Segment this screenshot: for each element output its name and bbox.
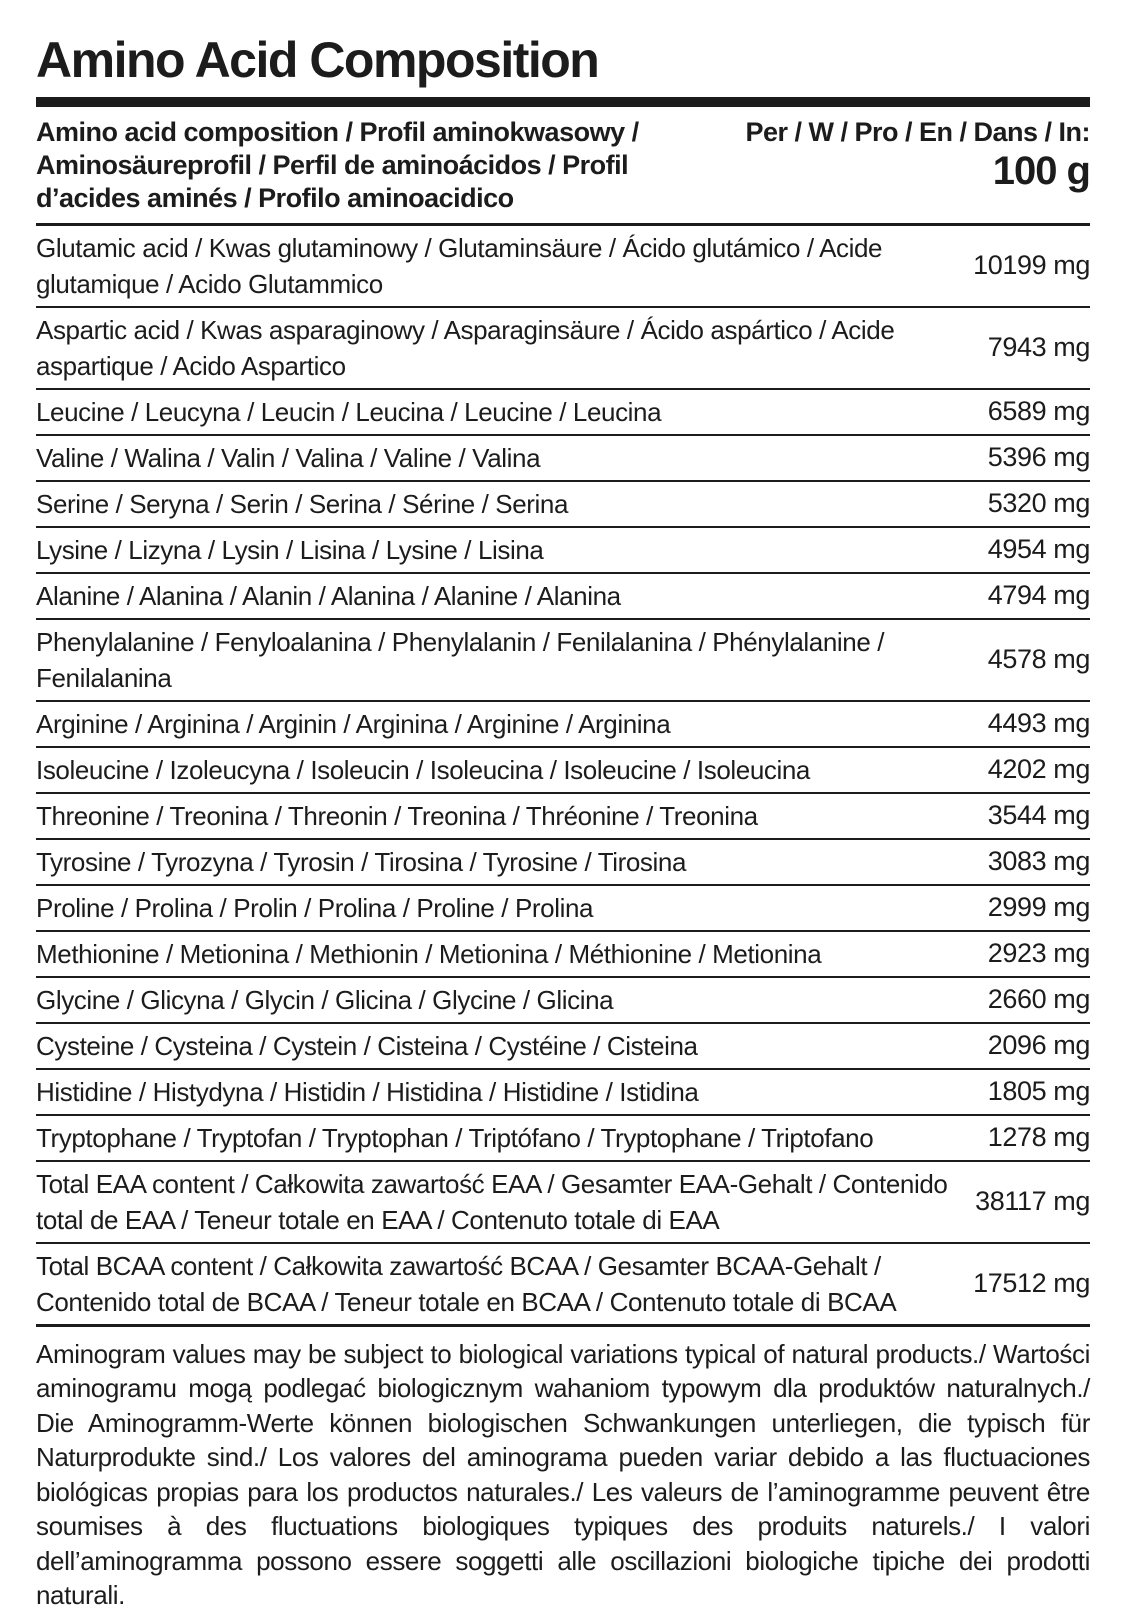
amino-acid-name: Tyrosine / Tyrozyna / Tyrosin / Tirosina / Tyrosine / Tirosina (36, 846, 687, 877)
table-row (36, 1070, 1090, 1116)
amino-acid-value: 10199 mg (973, 250, 1090, 280)
amino-acid-name: Glutamic acid / Kwas glutaminowy / Glutaminsäure / Ácido glutámico / Acide glutamique / Acido Glutammico (36, 232, 883, 299)
amino-acid-value: 2999 mg (987, 892, 1090, 922)
amino-acid-name: Methionine / Metionina / Methionin / Metionina / Méthionine / Metionina (36, 938, 822, 969)
amino-acid-name: Alanine / Alanina / Alanin / Alanina / Alanine / Alanina (36, 580, 621, 611)
table-row (36, 1244, 1090, 1327)
amino-acid-name: Aspartic acid / Kwas asparaginowy / Asparaginsäure / Ácido aspártico / Acide aspartique / Acido Aspartico (36, 314, 895, 381)
amino-acid-name: Proline / Prolina / Prolin / Prolina / Proline / Prolina (36, 892, 594, 923)
amino-acid-value: 2096 mg (987, 1030, 1090, 1060)
per-amount: 100 g (992, 148, 1090, 193)
table-row (36, 436, 1090, 482)
table-header (36, 107, 1090, 226)
table-row (36, 620, 1090, 702)
amino-acid-value: 1805 mg (987, 1076, 1090, 1106)
amino-acid-value: 1278 mg (987, 1122, 1090, 1152)
amino-acid-name: Leucine / Leucyna / Leucin / Leucina / Leucine / Leucina (36, 396, 662, 427)
amino-acid-value: 17512 mg (973, 1268, 1090, 1298)
table-row (36, 794, 1090, 840)
amino-acid-value: 4578 mg (987, 644, 1090, 674)
amino-acid-value: 4954 mg (987, 534, 1090, 564)
table-row (36, 308, 1090, 390)
table-row (36, 702, 1090, 748)
table-row (36, 1024, 1090, 1070)
amino-acid-name: Cysteine / Cysteina / Cystein / Cisteina / Cystéine / Cisteina (36, 1030, 698, 1061)
amino-acid-name: Phenylalanine / Fenyloalanina / Phenylalanin / Fenilalanina / Phénylalanine / Fenilalanina (36, 626, 885, 693)
table-row (36, 932, 1090, 978)
amino-acid-value: 2923 mg (987, 938, 1090, 968)
amino-acid-name: Glycine / Glicyna / Glycin / Glicina / Glycine / Glicina (36, 984, 614, 1015)
amino-acid-value: 3544 mg (987, 800, 1090, 830)
amino-acid-name: Total EAA content / Całkowita zawartość EAA / Gesamter EAA-Gehalt / Contenido total de EAA / Teneur totale en EAA / Contenuto totale di EAA (36, 1168, 948, 1235)
table-row (36, 886, 1090, 932)
amino-acid-value: 2660 mg (987, 984, 1090, 1014)
table-row (36, 840, 1090, 886)
amino-acid-name: Valine / Walina / Valin / Valina / Valine / Valina (36, 442, 541, 473)
title-divider (36, 97, 1090, 107)
page-title: Amino Acid Composition (36, 32, 599, 88)
amino-acid-value: 5320 mg (987, 488, 1090, 518)
amino-acid-name: Serine / Seryna / Serin / Serina / Sérine / Serina (36, 488, 569, 519)
footnote: Aminogram values may be subject to biological variations typical of natural products./ Wartości aminogramu mogą podlegać biologicznym wahaniom typowym dla produktów naturalnych./ Die Aminogramm-Werte können biologischen Schwankungen unterliegen, die typisch für Naturprodukte sind./ Los valores del aminograma pueden variar debido a las fluctuaciones biológicas propias para los productos naturales./ Les valeurs de l’aminogramme peuvent être soumises à des fluctuations biologiques typiques des produits naturels./ I valori dell’aminogramma possono essere soggetti alle oscillazioni biologiche tipiche dei prodotti naturali. (36, 1338, 1090, 1610)
amino-acid-name: Histidine / Histydyna / Histidin / Histidina / Histidine / Istidina (36, 1076, 699, 1107)
amino-acid-name: Total BCAA content / Całkowita zawartość BCAA / Gesamter BCAA-Gehalt / Contenido total de BCAA / Teneur totale en BCAA / Contenuto totale di BCAA (36, 1250, 897, 1317)
amino-acid-value: 4794 mg (987, 580, 1090, 610)
table-row (36, 390, 1090, 436)
amino-acid-name: Lysine / Lizyna / Lysin / Lisina / Lysine / Lisina (36, 534, 544, 565)
table-row (36, 978, 1090, 1024)
amino-acid-value: 4202 mg (987, 754, 1090, 784)
amino-acid-value: 5396 mg (987, 442, 1090, 472)
table-row (36, 748, 1090, 794)
amino-acid-value: 3083 mg (987, 846, 1090, 876)
table-row (36, 482, 1090, 528)
amino-acid-name: Tryptophane / Tryptofan / Tryptophan / Triptófano / Tryptophane / Triptofano (36, 1122, 874, 1153)
table-row (36, 1116, 1090, 1162)
amino-acid-value: 4493 mg (987, 708, 1090, 738)
table-row (36, 226, 1090, 308)
per-amount-block (745, 116, 1090, 193)
amino-acid-table (36, 226, 1090, 1327)
amino-acid-value: 6589 mg (987, 396, 1090, 426)
amino-acid-value: 38117 mg (975, 1186, 1090, 1216)
table-row (36, 1162, 1090, 1244)
table-row (36, 574, 1090, 620)
amino-acid-value: 7943 mg (987, 332, 1090, 362)
amino-acid-name: Threonine / Treonina / Threonin / Treonina / Thréonine / Treonina (36, 800, 758, 831)
table-row (36, 528, 1090, 574)
amino-acid-name: Isoleucine / Izoleucyna / Isoleucin / Isoleucina / Isoleucine / Isoleucina (36, 754, 810, 785)
amino-acid-name: Arginine / Arginina / Arginin / Arginina / Arginine / Arginina (36, 708, 671, 739)
per-label: Per / W / Pro / En / Dans / In: (745, 116, 1090, 147)
header-multilingual-label: Amino acid composition / Profil aminokwasowy / Aminosäureprofil / Perfil de aminoácidos / Profil d’acides aminés / Profilo aminoacidico (36, 116, 639, 213)
